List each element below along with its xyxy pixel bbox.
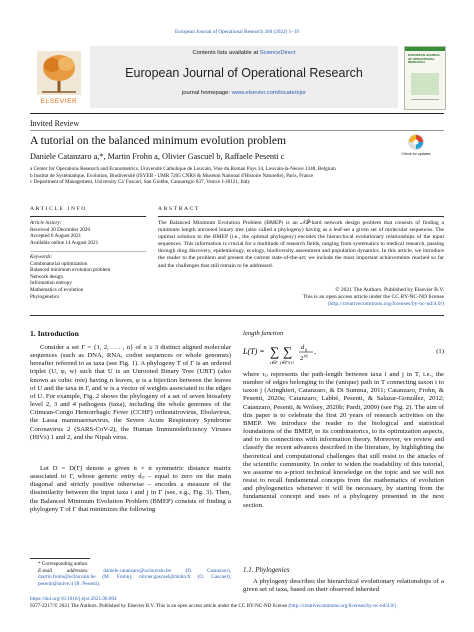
crossmark-icon — [400, 132, 432, 152]
length-function-label: length function — [243, 330, 284, 337]
svg-text:L(T) =: L(T) = — [243, 347, 265, 356]
license-line: This is an open access article under the CC BY-NC-ND license — [302, 294, 444, 301]
footnote-rule — [30, 558, 90, 559]
keywords-rule — [30, 251, 146, 252]
svg-text:∑: ∑ — [283, 344, 293, 359]
issn-text: 0377-2217/© 2021 The Authors. Published by Elsevier B.V. This is an open access article under the CC BY-NC-ND license — [30, 602, 288, 609]
keyword: Combinatorial optimization — [30, 260, 88, 267]
affiliation-a: a Center for Operations Research and Econometrics, Université Catholique de Louvain, Voie du Roman Pays 34, Louvain-la-Neuve 1348, Belgium — [30, 166, 336, 172]
cover-rule — [411, 99, 439, 100]
equation-render — [243, 340, 403, 366]
masthead-rule — [30, 113, 444, 114]
doi-link[interactable]: https://doi.org/10.1016/j.ejor.2021.08.004 — [30, 596, 117, 602]
footnotes — [30, 561, 231, 587]
article-history — [30, 220, 146, 246]
article-type: Invited Review — [30, 119, 80, 128]
history-online: Available online 14 August 2021 — [30, 239, 99, 246]
svg-text:2: 2 — [300, 355, 304, 362]
cover-band — [405, 47, 445, 51]
svg-text:i∈Γ: i∈Γ — [270, 360, 278, 365]
homepage-prefix: journal homepage: — [181, 90, 232, 96]
svg-text:d: d — [301, 344, 305, 351]
footer — [30, 596, 444, 609]
masthead-banner — [90, 46, 398, 108]
abstract-license — [158, 287, 444, 308]
article-title: A tutorial on the balanced minimum evolution problem — [30, 134, 286, 147]
keywords — [30, 254, 146, 300]
copyright-line: © 2021 The Authors. Published by Elsevier B.V. — [335, 287, 444, 293]
history-accepted: Accepted 6 August 2021 — [30, 233, 82, 240]
equation-1 — [243, 340, 444, 366]
email-label: E-mail addresses: — [38, 567, 89, 574]
keywords-heading: Keywords: — [30, 254, 53, 260]
keyword: Mathematics of evolution — [30, 286, 84, 293]
corresponding-author-note: * Corresponding author. — [38, 561, 89, 567]
email-footnote — [30, 568, 231, 588]
footer-issn-line — [30, 603, 444, 610]
intro-paragraph-1: Consider a set Γ = {1, 2, . . . , n} of n ≥ 3 distinct aligned molecular sequences (such as DNA, RNA, codon sequences or whole genomes) hereafter referred to as taxa (see Fig. 1). A phylogeny T of Γ is an ordered triplet (U, φ, w) such that U is an Unrooted Binary Tree (UBT) (also known as cubic tree) having n leaves, φ is a bijection between the leaves of U and the taxa in Γ, and w is a vector of weights associated to the edges of U. For example, Fig. 2 shows the phylogeny of a set of seven biosafety level 2, 3 and 4 pathogens (taxa), including the whole genomes of the Crimean-Congo Hemorrhagic Fever (CCHF) orthonairovirus, Ebolavirus, the Lassa mammarenavirus, the Severe Acute Respiratory Syndrome Coronavirus 2 (SARS-CoV-2), the Human Immunodeficiency Viruses (HIVs) 1 and 2, and the Nipah virus. — [30, 344, 231, 441]
email-addresses[interactable]: daniele.catanzaro@uclouvain.be (D. Catanzaro), martin.frohn@uclouvain.be (M. Frohn), olivier.gascuel@mnhn.fr (O. Gascuel), pesenti@unive.it (R. Pesenti). — [38, 567, 232, 587]
svg-text:τij: τij — [304, 353, 308, 358]
abstract-rule — [158, 216, 444, 217]
section-heading-introduction: 1. Introduction — [30, 329, 79, 338]
svg-text:∑: ∑ — [270, 344, 280, 359]
crossmark-badge[interactable] — [400, 132, 432, 160]
keyword: Network design — [30, 273, 63, 280]
article-info-heading: ARTICLE INFO — [30, 206, 87, 212]
keyword: Phylogenetics — [30, 293, 60, 300]
masthead — [30, 46, 444, 110]
footer-license-link[interactable]: (http://creativecommons.org/licenses/by-nc-nd/4.0/) — [288, 602, 397, 609]
history-received: Received 30 December 2020 — [30, 226, 91, 233]
phylogenies-paragraph: A phylogeny describes the hierarchical evolutionary relationships of a given set of taxa, based on their observed inherited — [243, 578, 444, 594]
affiliation-b: b Institut de Systématique, Evolution, Biodiversité (ISYEB - UMR 7205 CNRS & Muséum National d'Histoire Naturelle), Paris, France — [30, 172, 314, 179]
sciencedirect-link[interactable]: ScienceDirect — [259, 50, 296, 56]
cover-text: EUROPEAN JOURNAL OF OPERATIONAL RESEARCH — [408, 53, 441, 65]
subsection-heading-phylogenies: 1.1. Phylogenies — [243, 566, 290, 574]
abstract-heading: ABSTRACT — [158, 206, 201, 212]
homepage-link[interactable]: www.elsevier.com/locate/ejor — [231, 90, 307, 96]
contents-prefix: Contents lists available at — [192, 50, 260, 56]
author-list: Daniele Catanzaro a,*, Martin Frohn a, Olivier Gascuel b, Raffaele Pesenti c — [30, 152, 285, 161]
intro-paragraph-2: Let D = D(Γ) denote a given n × n symmetric distance matrix associated to Γ, whose generic entry dᵢⱼ – equal to zero on the main diagonal and strictly positive otherwise – encodes a measure of the dissimilarity between the input taxa i and j in Γ (see, e.g., Fig. 3). Then, the Balanced Minimum Evolution Problem (BMEP) consists of finding a phylogeny T of Γ that minimizes the following — [30, 465, 231, 513]
history-heading: Article history: — [30, 220, 62, 226]
crossmark-label: Check for updates — [401, 152, 431, 156]
running-head[interactable]: European Journal of Operational Research 300 (2022) 1–19 — [174, 29, 300, 35]
contents-line — [90, 50, 398, 56]
type-rule — [30, 130, 444, 131]
affiliations — [30, 166, 444, 186]
elsevier-logo[interactable] — [34, 48, 84, 108]
journal-title: European Journal of Operational Research — [125, 66, 363, 80]
equation-number: (1) — [436, 348, 444, 355]
journal-cover[interactable] — [404, 46, 446, 110]
keyword: Information entropy — [30, 280, 72, 287]
abstract-bottom-rule — [30, 315, 444, 316]
article-info-rule — [30, 216, 146, 217]
publisher-name: ELSEVIER — [40, 98, 78, 105]
cover-illustration — [411, 73, 439, 95]
homepage-line — [90, 90, 398, 96]
keyword: Balanced minimum evolution problem — [30, 267, 111, 274]
svg-text:j∈Γ\{i}: j∈Γ\{i} — [280, 360, 294, 365]
elsevier-tree-icon — [34, 48, 84, 98]
license-link[interactable]: (http://creativecommons.org/licenses/by-nc-nd/4.0/) — [327, 301, 444, 308]
abstract-text: The Balanced Minimum Evolution Problem (BMEP) is an 𝒩𝒫-hard network design problem that consists of finding a minimum length unrooted binary tree (also called a phylogeny) having as a leaf-set a given set of molecular sequences. The optimal solution to the BMEP (i.e., the optimal phylogeny) encodes the hierarchical evolutionary relationships of the input sequences. This information is crucial for a multitude of research fields, ranging from systematics to medical research, passing through drug discovery, epidemiology, ecology, biodiversity assessment and population dynamics. In this article, we introduce the reader to the problem and present the current state-of-the-art; we include the most important achievements reached so far and the challenges that still remain to be addressed. — [158, 220, 444, 269]
affiliation-c: c Department of Management, University Ca' Foscari, San Giobbe, Cannaregio 837, Venice I-30121, Italy — [30, 179, 251, 186]
svg-text:ij: ij — [305, 347, 308, 352]
svg-text:.: . — [314, 347, 316, 356]
paragraph-after-equation: where τᵢⱼ represents the path-length between taxa i and j in T, i.e., the number of edges belonging to the (unique) path in T connecting taxon i to taxon j (Aringhieri, Catanzaro, & Di Summa, 2011; Catanzaro, Frohn, & Pesenti, 2020a; Catanzaro, Labbé, Pesenti, & Salazar-González, 2012; Catanzaro, Pesenti, & Wolsey, 2020b; Pardi, 2009) (see Fig. 2). The aim of this paper is to celebrate the first 20 years of research activities on the BMEP. We introduce the reader to the biological and statistical foundations of the BMEP, to its combinatorics, to its optimization aspects, and to its connections with information theory. Moreover, we review and classify the recent advances described in the literature, by highlighting the theoretical and computational challenges that still resist to the attacks of the scientific community. In order to widen the readability of this tutorial, we assume no a-priori technical knowledge on the topic and we will not resist to recall fundamental concepts from the mathematics of evolution and phylogenetics whenever it will be necessary, by starting from the fundamental concept and uses of a phylogeny presented in the next section. — [243, 371, 444, 509]
